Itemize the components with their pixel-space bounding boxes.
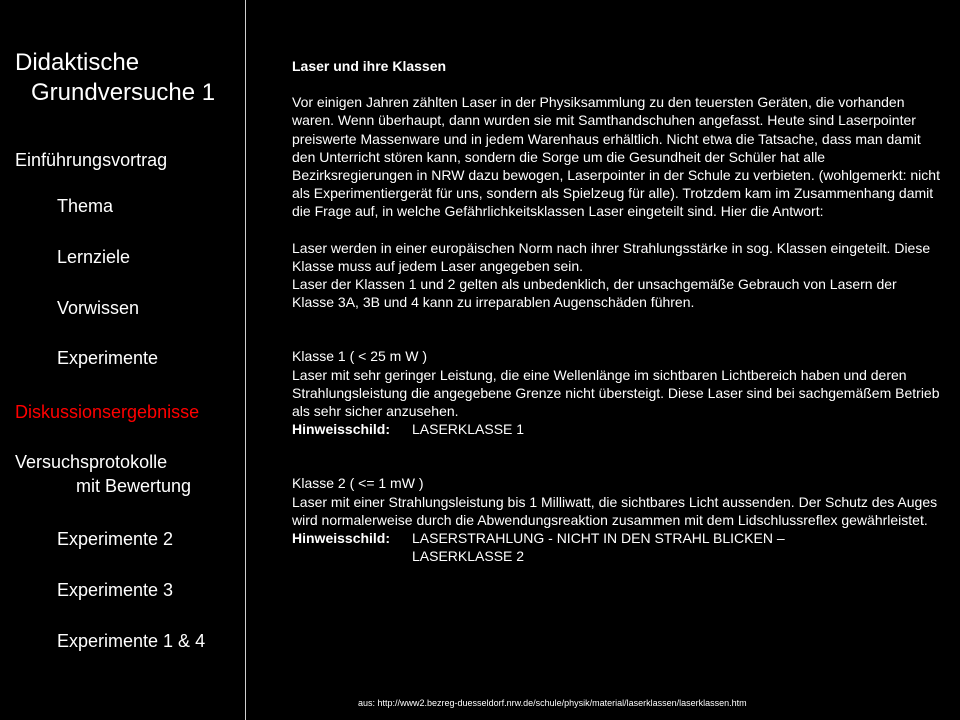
main-content [292,57,942,565]
norm-paragraph: Laser werden in einer europäischen Norm nach ihrer Strahlungsstärke in sog. Klassen eingeteilt. Diese Klasse muss auf jedem Laser angegeben sein. [292,239,931,274]
nav-item-experimente-1-4[interactable] [57,629,205,653]
classes-note-paragraph: Laser der Klassen 1 und 2 gelten als unbedenklich, der unsachgemäße Gebrauch von Lasern der Klasse 3A, 3B und 4 kann zu irreparablen Augenschäden führen. [292,276,897,311]
class2-sign [292,529,942,565]
nav-item-label: Experimente [57,348,159,368]
nav-item-label: Einführungsvortrag [15,150,168,170]
class1-sign [292,420,942,438]
nav-item-thema[interactable] [57,194,113,218]
site-title-line1: Didaktische [15,49,140,76]
nav-item-lernziele[interactable] [57,245,130,269]
sidebar-nav [0,0,245,720]
nav-item-label: Vorwissen [57,298,140,318]
nav-item-experimente-2[interactable] [57,527,173,551]
nav-item-experimente[interactable] [57,346,158,370]
class1-sign-value: LASERKLASSE 1 [412,421,525,438]
nav-item-versuchsprotokolle[interactable] [15,450,191,498]
nav-item-label: Experimente 3 [57,580,174,600]
class2-sign-label: Hinweisschild: [292,530,391,547]
class2-text: Laser mit einer Strahlungsleistung bis 1 Milliwatt, die sichtbares Licht aussenden. Der Schutz des Auges wird normalerweise durch die Abwendungsreaktion zusammen mit dem Lidschlussreflex gewährleistet. [292,493,938,528]
nav-item-einfuehrungsvortrag[interactable] [15,148,167,172]
nav-item-label: Experimente 2 [57,529,174,549]
class1-title: Klasse 1 ( < 25 m W ) [292,348,427,365]
nav-item-label: Diskussionsergebnisse [15,402,200,422]
site-title-line2: Grundversuche 1 [31,79,216,106]
nav-item-label: Lernziele [57,247,131,267]
intro-paragraph: Vor einigen Jahren zählten Laser in der Physiksammlung zu den teuersten Geräten, die vorhanden waren. Wenn überhaupt, dann wurden sie mit Samthandschuhen angefasst. Heute sind Laserpointer preiswerte Massenware und in jedem Warenhaus erhältlich. Nicht etwa die Tatsache, dass man damit den Unterricht stören kann, sondern die Sorge um die Gesundheit der Schüler hat alle Bezirksregierungen in NRW dazu bewogen, Laserpointer in der Schule zu verbieten. (wohlgemerkt: nicht als Experimentiergerät für uns, sondern als Spielzeug für alle). Trotzdem kam im Zusammenhang damit die Frage auf, in welche Gefährlichkeitsklassen Laser eingeteilt sind. Hier die Antwort: [292,94,940,220]
source-footer: aus: http://www2.bezreg-duesseldorf.nrw.de/schule/physik/material/laserklassen/laserklassen.htm [358,698,747,708]
nav-item-vorwissen[interactable] [57,296,139,320]
nav-item-diskussionsergebnisse[interactable] [15,400,199,424]
site-title [15,48,215,108]
class2-sign-value [412,529,942,565]
class2-title: Klasse 2 ( <= 1 mW ) [292,475,424,492]
class1-text: Laser mit sehr geringer Leistung, die eine Wellenlänge im sichtbaren Lichtbereich haben und deren Strahlungsleistung die angegebene Grenze nicht übersteigt. Diese Laser sind bei sachgemäßem Betrieb als sehr sicher anzusehen. [292,366,940,420]
nav-item-sublabel: mit Bewertung [76,476,192,496]
class1-sign-label: Hinweisschild: [292,421,391,438]
sidebar-divider [245,0,246,720]
nav-item-label: Thema [57,196,114,216]
class2-sign-value-line1: LASERSTRAHLUNG - NICHT IN DEN STRAHL BLICKEN – [412,530,785,547]
class2-sign-value-line2: LASERKLASSE 2 [412,548,525,565]
nav-item-label: Experimente 1 & 4 [57,631,206,651]
nav-item-label: Versuchsprotokolle [15,452,168,472]
page-title: Laser und ihre Klassen [292,58,447,74]
nav-item-experimente-3[interactable] [57,578,173,602]
